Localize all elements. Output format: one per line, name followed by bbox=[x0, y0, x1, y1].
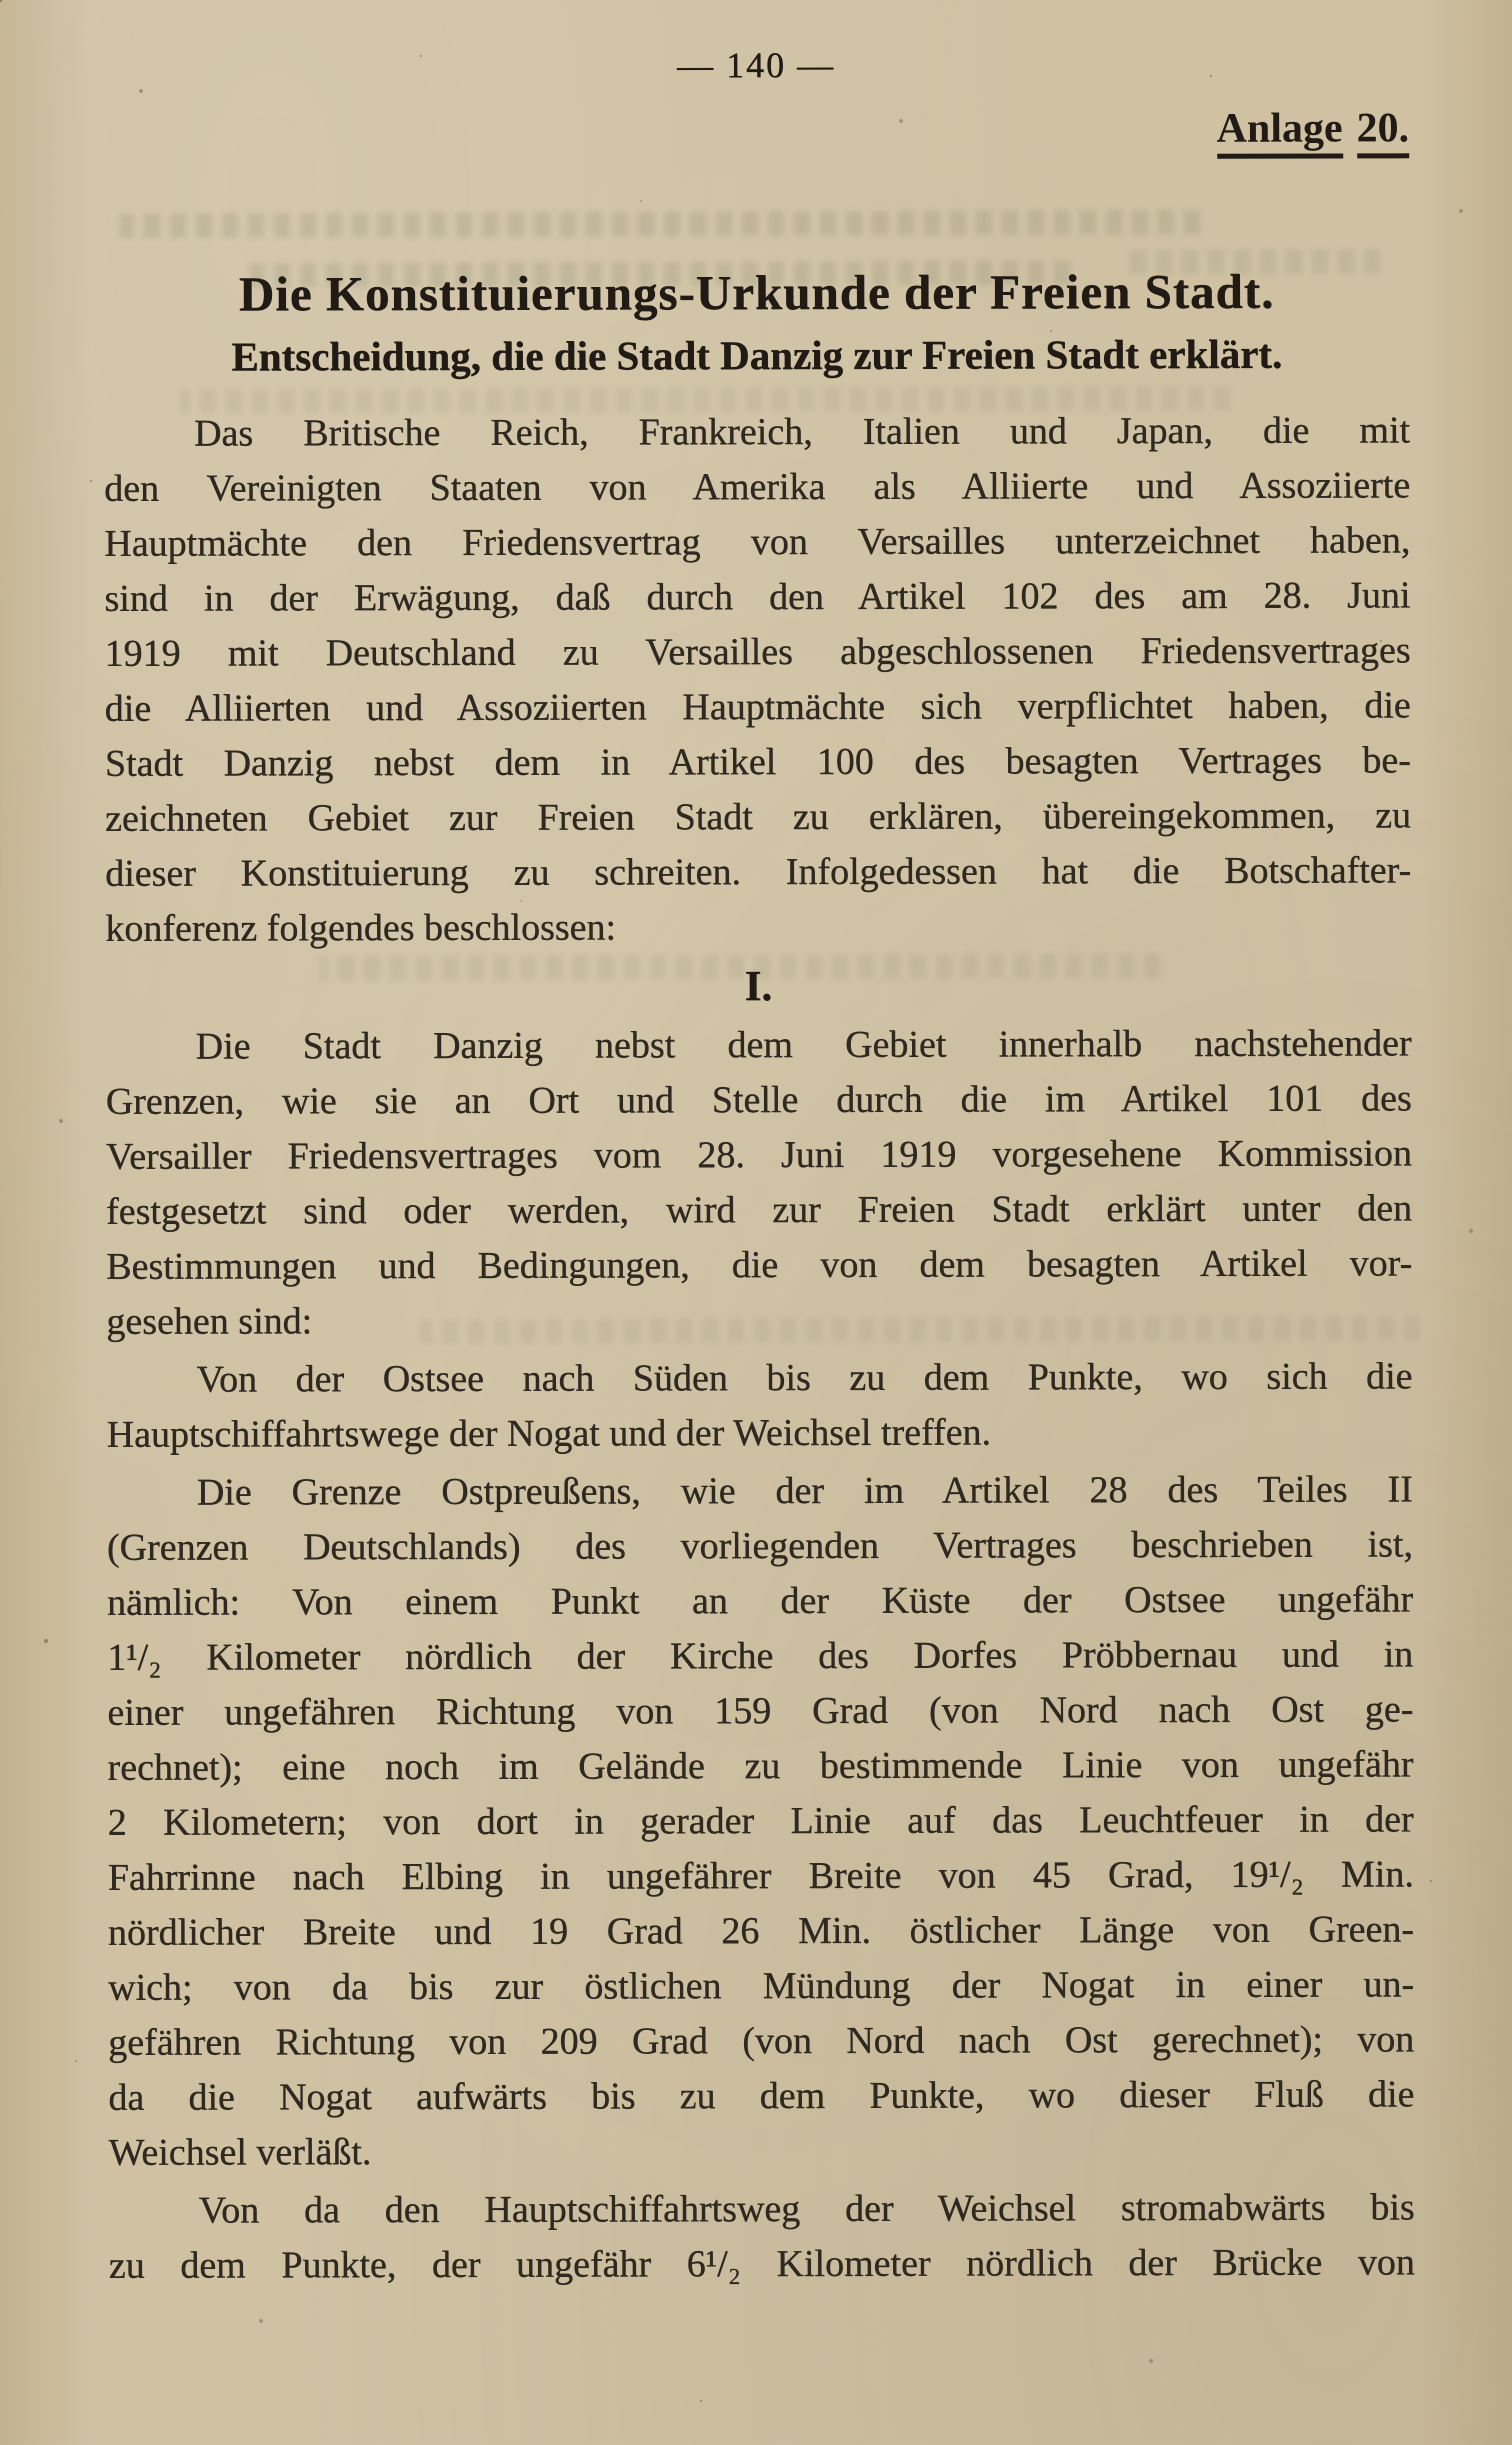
text-line: gesehen sind: bbox=[106, 1300, 313, 1343]
text-line: Versailler Friedensvertrages vom 28. Juni 1919 vorgesehene Kommission bbox=[105, 1132, 1412, 1178]
paragraph bbox=[106, 1349, 1412, 1462]
document-body bbox=[104, 403, 1415, 2293]
text-line: 1919 mit Deutschland zu Versailles abgeschlossenen Friedensvertrages bbox=[104, 629, 1411, 675]
text-line: festgesetzt sind oder werden, wird zur Freien Stadt erklärt unter den bbox=[105, 1187, 1413, 1233]
annex-heading bbox=[103, 104, 1409, 162]
text-line: die Alliierten und Assoziierten Hauptmächte sich verpflichtet haben, die bbox=[104, 684, 1411, 730]
text-line: rechnet); eine noch im Gelände zu bestimmende Linie von ungefähr bbox=[107, 1743, 1414, 1789]
paragraph bbox=[104, 403, 1411, 956]
text-line: zu dem Punkte, der ungefähr 6¹/₂ Kilometer nördlich der Brücke von bbox=[108, 2241, 1415, 2287]
text-line: Weichsel verläßt. bbox=[108, 2131, 372, 2174]
text-line: (Grenzen Deutschlands) des vorliegenden Vertrages beschrieben ist, bbox=[106, 1523, 1413, 1569]
page-number-display: — 140 — bbox=[676, 44, 836, 86]
text-line: Die Grenze Ostpreußens, wie der im Artikel 28 des Teiles II bbox=[196, 1468, 1413, 1514]
text-line: nördlicher Breite und 19 Grad 26 Min. östlicher Länge von Green- bbox=[107, 1908, 1414, 1954]
text-line: Hauptmächte den Friedensvertrag von Versailles unterzeichnet haben, bbox=[104, 519, 1411, 565]
paragraph bbox=[109, 2180, 1415, 2293]
text-line: nämlich: Von einem Punkt an der Küste der Ostsee ungefähr bbox=[106, 1578, 1414, 1624]
text-line: Grenzen, wie sie an Ort und Stelle durch die im Artikel 101 des bbox=[105, 1077, 1412, 1123]
paragraph bbox=[107, 1462, 1415, 2180]
text-line: Hauptschiffahrtswege der Nogat und der Weichsel treffen. bbox=[106, 1411, 991, 1456]
text-line: da die Nogat aufwärts bis zu dem Punkte, wo dieser Fluß die bbox=[108, 2073, 1415, 2119]
page-number bbox=[103, 42, 1409, 87]
annex-number: 20. bbox=[1357, 106, 1410, 158]
text-line: Stadt Danzig nebst dem in Artikel 100 des besagten Vertrages be- bbox=[104, 739, 1411, 785]
document-subtitle: Entscheidung, die die Stadt Danzig zur Freien Stadt erklärt. bbox=[231, 330, 1283, 380]
text-line: einer ungefähren Richtung von 159 Grad (von Nord nach Ost ge- bbox=[107, 1688, 1414, 1734]
text-line: den Vereinigten Staaten von Amerika als Alliierte und Assoziierte bbox=[104, 464, 1411, 510]
annex-word: Anlage bbox=[1217, 106, 1343, 158]
text-line: Fahrrinne nach Elbing in ungefährer Breite von 45 Grad, 19¹/₂ Min. bbox=[107, 1853, 1414, 1899]
text-line: Die Stadt Danzig nebst dem Gebiet innerhalb nachstehender bbox=[195, 1022, 1412, 1068]
text-line: 2 Kilometern; von dort in gerader Linie auf das Leuchtfeuer in der bbox=[107, 1798, 1414, 1844]
text-line: dieser Konstituierung zu schreiten. Infolgedessen hat die Botschafter- bbox=[105, 849, 1412, 895]
paragraph bbox=[105, 1016, 1412, 1349]
text-line: Bestimmungen und Bedingungen, die von dem besagten Artikel vor- bbox=[106, 1242, 1413, 1288]
text-line: Von da den Hauptschiffahrtsweg der Weichsel stromabwärts bis bbox=[198, 2186, 1415, 2232]
text-line: wich; von da bis zur östlichen Mündung der Nogat in einer un- bbox=[107, 1963, 1415, 2009]
text-line: gefähren Richtung von 209 Grad (von Nord nach Ost gerechnet); von bbox=[108, 2018, 1415, 2064]
text-line: 1¹/₂ Kilometer nördlich der Kirche des Dorfes Pröbbernau und in bbox=[107, 1633, 1414, 1679]
text-line: Von der Ostsee nach Süden bis zu dem Punkte, wo sich die bbox=[196, 1355, 1413, 1401]
text-line: konferenz folgendes beschlossen: bbox=[105, 906, 617, 950]
text-line: zeichneten Gebiet zur Freien Stadt zu erklären, übereingekommen, zu bbox=[104, 794, 1411, 840]
text-line: Das Britische Reich, Frankreich, Italien und Japan, die mit bbox=[193, 409, 1410, 455]
text-line: sind in der Erwägung, daß durch den Artikel 102 des am 28. Juni bbox=[104, 574, 1411, 620]
document-title: Die Konstituierungs-Urkunde der Freien Stadt. bbox=[238, 263, 1275, 322]
section-numeral: I. bbox=[744, 963, 773, 1011]
